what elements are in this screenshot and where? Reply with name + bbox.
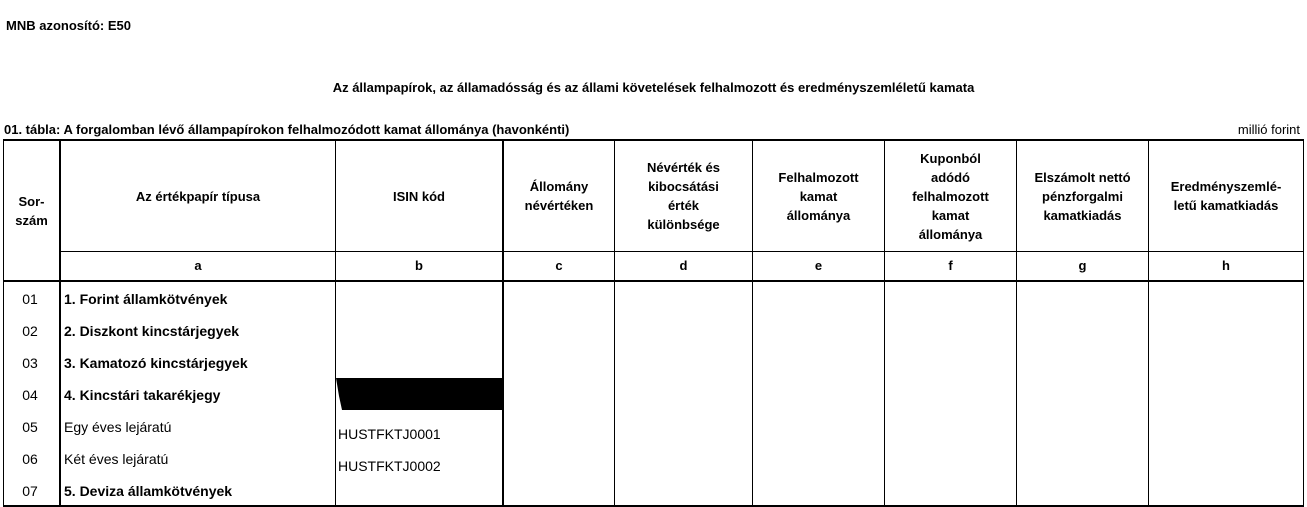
col-header-d: Névérték és kibocsátási érték különbsége bbox=[647, 160, 720, 232]
row-number: 07 bbox=[22, 483, 38, 499]
col-letter-e: e bbox=[814, 258, 823, 273]
unit-label: millió forint bbox=[1237, 122, 1300, 137]
row-label: 3. Kamatozó kincstárjegyek bbox=[64, 355, 248, 371]
row-number: 03 bbox=[22, 355, 38, 371]
table-title: 01. tábla: A forgalomban lévő állampapírokon felhalmozódott kamat állománya (havonkénti) bbox=[4, 122, 570, 137]
mnb-identifier: MNB azonosító: E50 bbox=[6, 18, 131, 33]
row-label: Egy éves lejáratú bbox=[64, 419, 172, 435]
row-number: 06 bbox=[22, 451, 38, 467]
col-letter-f: f bbox=[948, 258, 953, 273]
col-header-f: Kuponból adódó felhalmozott kamat állománya bbox=[912, 150, 989, 242]
row-number: 04 bbox=[22, 387, 38, 403]
col-letter-c: c bbox=[555, 258, 563, 273]
row-label: 5. Deviza államkötvények bbox=[64, 483, 233, 499]
col-header-h: Eredményszemlé- letű kamatkiadás bbox=[1170, 179, 1282, 213]
row-number: 01 bbox=[22, 291, 38, 307]
col-letter-g: g bbox=[1078, 258, 1087, 273]
isin-code: HUSTFKTJ0002 bbox=[338, 458, 441, 474]
col-header-a: Az értékpapír típusa bbox=[135, 188, 261, 204]
col-header-e: Felhalmozott kamat állománya bbox=[778, 169, 859, 223]
col-letter-a: a bbox=[194, 258, 202, 273]
redaction-block bbox=[336, 378, 503, 410]
row-label: Két éves lejáratú bbox=[64, 451, 169, 467]
col-letter-h: h bbox=[1222, 258, 1230, 273]
isin-code: HUSTFKTJ0001 bbox=[338, 426, 441, 442]
row-label: 1. Forint államkötvények bbox=[64, 291, 228, 307]
row-number: 05 bbox=[22, 419, 38, 435]
row-label: 2. Diszkont kincstárjegyek bbox=[64, 323, 240, 339]
col-letter-b: b bbox=[415, 258, 423, 273]
col-header-g: Elszámolt nettó pénzforgalmi kamatkiadás bbox=[1034, 169, 1131, 223]
row-label: 4. Kincstári takarékjegy bbox=[64, 387, 221, 403]
row-number: 02 bbox=[22, 323, 38, 339]
col-header-c: Állomány névértéken bbox=[524, 179, 594, 213]
col-header-b: ISIN kód bbox=[392, 188, 445, 204]
col-letter-d: d bbox=[679, 258, 688, 273]
page-title: Az állampapírok, az államadósság és az állami követelések felhalmozott és eredményszemléletű kamata bbox=[332, 80, 975, 95]
col-header-sorszam: Sor- szám bbox=[15, 193, 48, 228]
